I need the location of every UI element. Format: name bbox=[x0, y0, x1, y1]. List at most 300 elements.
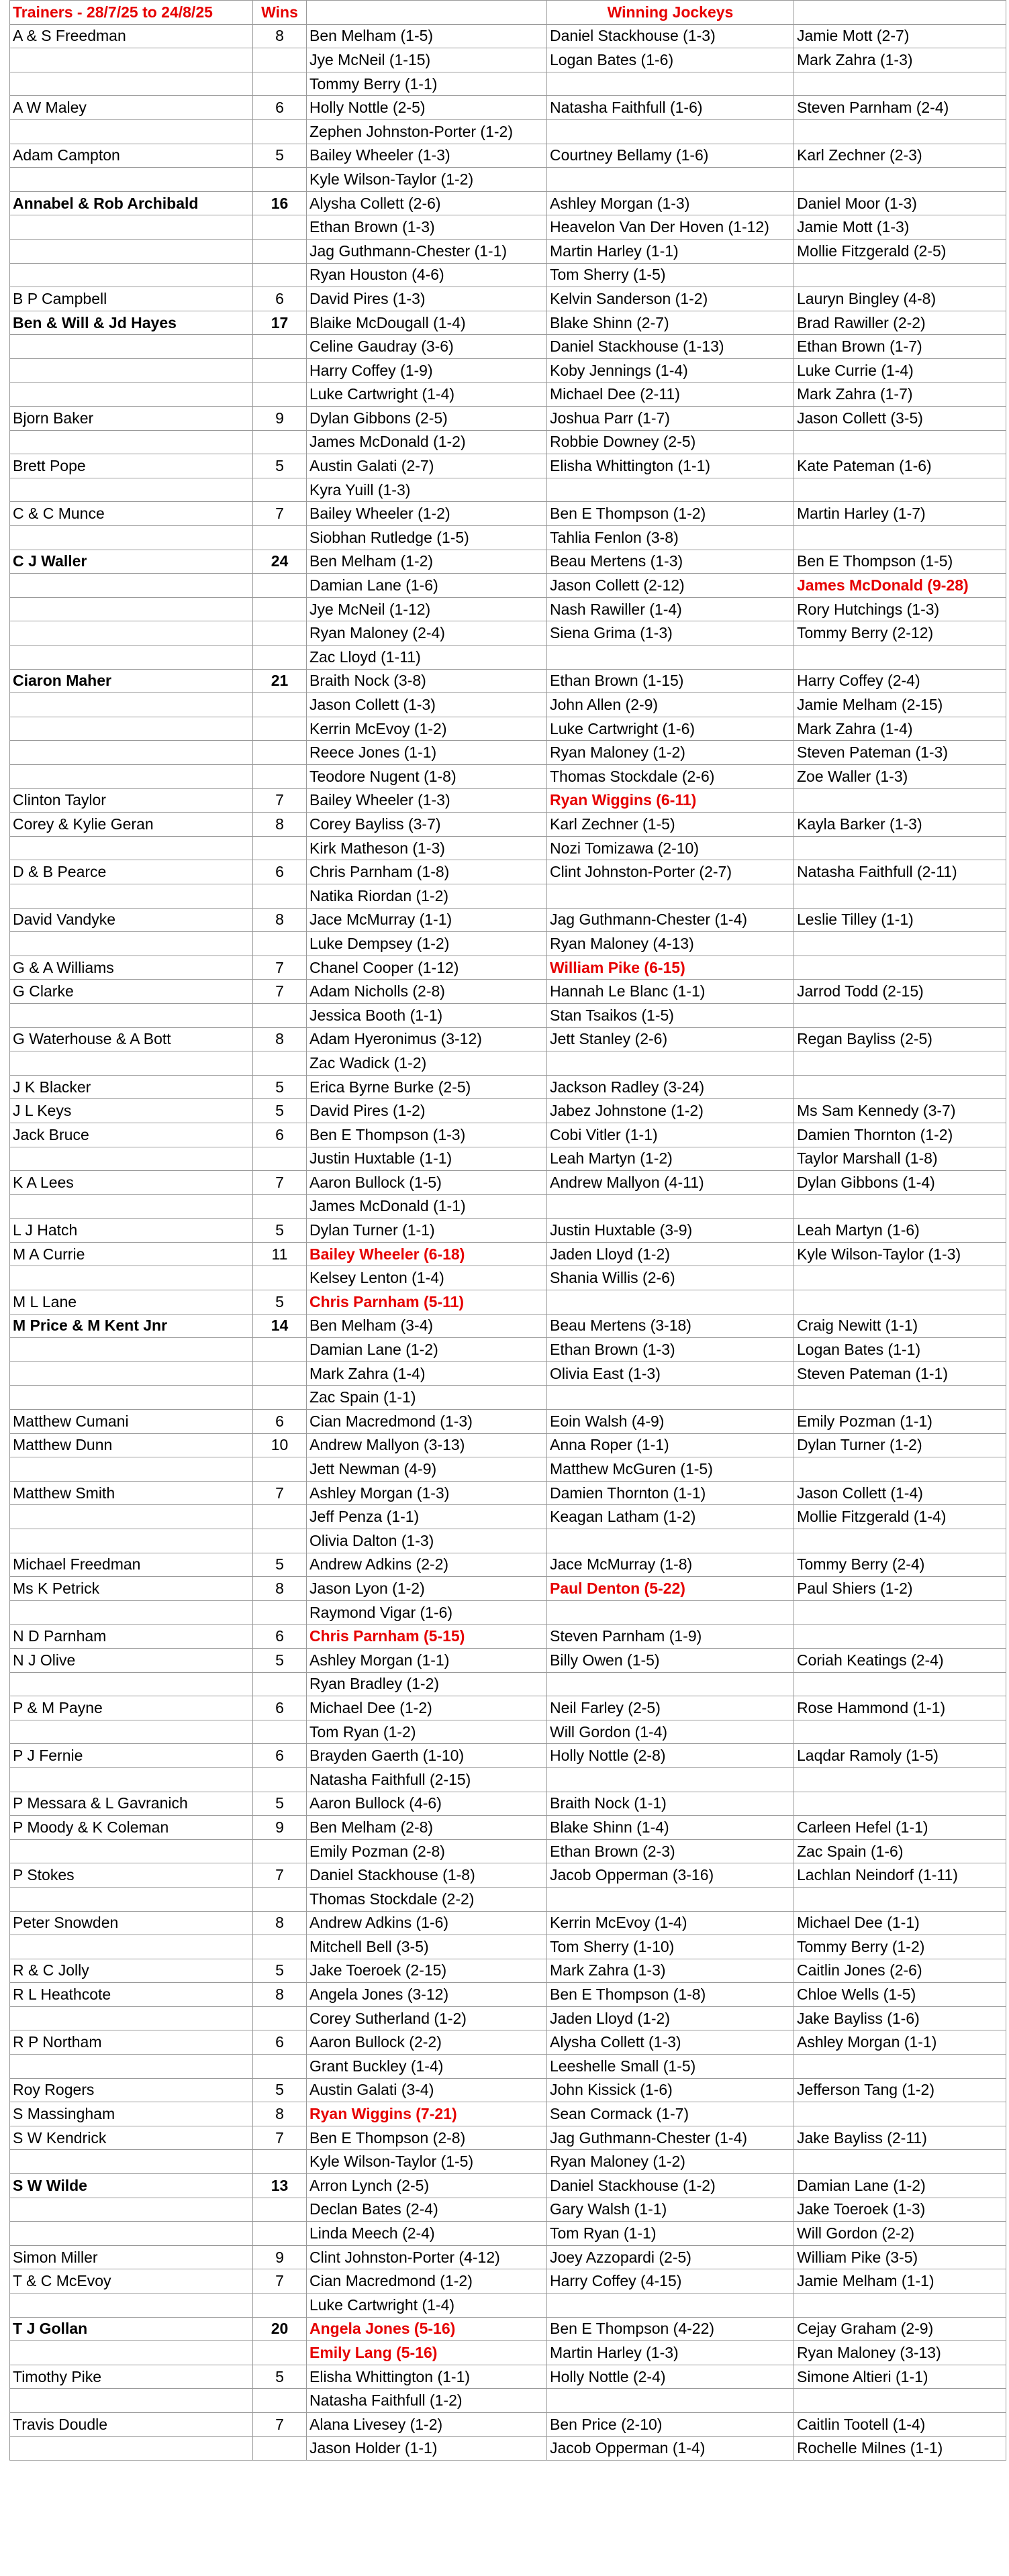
header-spacer bbox=[307, 1, 547, 25]
table-row bbox=[10, 860, 1006, 884]
jockey-cell: Eoin Walsh (4-9) bbox=[547, 1410, 794, 1434]
jockey-cell: Ben Melham (3-4) bbox=[307, 1314, 547, 1338]
table-row bbox=[10, 550, 1006, 574]
jockey-cell: Ethan Brown (1-3) bbox=[307, 215, 547, 240]
jockey-cell: Bailey Wheeler (1-3) bbox=[307, 144, 547, 168]
wins-count: 13 bbox=[253, 2174, 307, 2198]
jockey-cell: Leah Martyn (1-6) bbox=[794, 1219, 1006, 1243]
trainer-name: Ben & Will & Jd Hayes bbox=[10, 311, 253, 335]
jockey-cell: Jag Guthmann-Chester (1-4) bbox=[547, 2126, 794, 2150]
wins-count bbox=[253, 2198, 307, 2222]
jockey-cell: Natasha Faithfull (2-11) bbox=[794, 860, 1006, 884]
wins-count bbox=[253, 932, 307, 956]
trainer-name: T J Gollan bbox=[10, 2317, 253, 2341]
jockey-cell: Tommy Berry (1-1) bbox=[307, 72, 547, 96]
jockey-cell bbox=[794, 1600, 1006, 1625]
table-row bbox=[10, 2389, 1006, 2413]
jockey-cell: Jessica Booth (1-1) bbox=[307, 1003, 547, 1027]
jockey-cell: Beau Mertens (3-18) bbox=[547, 1314, 794, 1338]
jockey-cell: Jarrod Todd (2-15) bbox=[794, 980, 1006, 1004]
jockey-cell: Chanel Cooper (1-12) bbox=[307, 956, 547, 980]
trainer-name bbox=[10, 2436, 253, 2461]
table-row bbox=[10, 1290, 1006, 1315]
jockey-cell: William Pike (6-15) bbox=[547, 956, 794, 980]
trainer-name: N J Olive bbox=[10, 1648, 253, 1672]
jockey-cell: Natika Riordan (1-2) bbox=[307, 884, 547, 908]
wins-count: 8 bbox=[253, 908, 307, 932]
header-trainers: Trainers - 28/7/25 to 24/8/25 bbox=[10, 1, 253, 25]
wins-count: 8 bbox=[253, 1911, 307, 1935]
table-row bbox=[10, 168, 1006, 192]
jockey-cell: Rose Hammond (1-1) bbox=[794, 1696, 1006, 1720]
jockey-cell: Simone Altieri (1-1) bbox=[794, 2365, 1006, 2389]
jockey-cell: Daniel Stackhouse (1-2) bbox=[547, 2174, 794, 2198]
trainer-name bbox=[10, 382, 253, 407]
wins-count bbox=[253, 526, 307, 550]
jockey-cell: Tommy Berry (2-12) bbox=[794, 621, 1006, 646]
table-row bbox=[10, 1792, 1006, 1816]
table-row bbox=[10, 1529, 1006, 1553]
table-row bbox=[10, 335, 1006, 359]
jockey-cell: Raymond Vigar (1-6) bbox=[307, 1600, 547, 1625]
trainer-name bbox=[10, 1338, 253, 1362]
table-row bbox=[10, 1099, 1006, 1123]
wins-count bbox=[253, 215, 307, 240]
trainer-name bbox=[10, 263, 253, 287]
wins-count bbox=[253, 2341, 307, 2365]
jockey-cell bbox=[794, 1792, 1006, 1816]
jockey-cell: Ben E Thompson (2-8) bbox=[307, 2126, 547, 2150]
jockey-cell: Kyra Yuill (1-3) bbox=[307, 478, 547, 502]
jockey-cell: Jason Collett (2-12) bbox=[547, 574, 794, 598]
jockey-cell bbox=[547, 884, 794, 908]
jockey-cell: Billy Owen (1-5) bbox=[547, 1648, 794, 1672]
jockey-cell: Damien Thornton (1-1) bbox=[547, 1481, 794, 1505]
jockey-cell: Cian Macredmond (1-3) bbox=[307, 1410, 547, 1434]
wins-count bbox=[253, 1767, 307, 1792]
jockey-cell: Will Gordon (2-2) bbox=[794, 2222, 1006, 2246]
jockey-cell bbox=[794, 646, 1006, 670]
trainer-name: C J Waller bbox=[10, 550, 253, 574]
table-row bbox=[10, 1625, 1006, 1649]
table-row bbox=[10, 1553, 1006, 1577]
wins-count: 5 bbox=[253, 454, 307, 478]
jockey-cell: Heavelon Van Der Hoven (1-12) bbox=[547, 215, 794, 240]
jockey-cell bbox=[794, 1887, 1006, 1911]
wins-count bbox=[253, 2055, 307, 2079]
table-row bbox=[10, 1338, 1006, 1362]
jockey-cell: Steven Pateman (1-1) bbox=[794, 1361, 1006, 1386]
jockey-cell bbox=[547, 646, 794, 670]
jockey-cell bbox=[547, 1672, 794, 1696]
jockey-cell: Luke Cartwright (1-4) bbox=[307, 2294, 547, 2318]
trainer-name: P Moody & K Coleman bbox=[10, 1816, 253, 1840]
wins-count: 8 bbox=[253, 24, 307, 48]
jockey-cell: Jamie Melham (1-1) bbox=[794, 2269, 1006, 2294]
jockey-cell: Michael Dee (1-1) bbox=[794, 1911, 1006, 1935]
jockey-cell bbox=[794, 1075, 1006, 1099]
jockey-cell: Jag Guthmann-Chester (1-4) bbox=[547, 908, 794, 932]
trainer-name bbox=[10, 1767, 253, 1792]
jockey-cell: Ben E Thompson (1-8) bbox=[547, 1983, 794, 2007]
jockey-cell: Rochelle Milnes (1-1) bbox=[794, 2436, 1006, 2461]
jockey-cell: Ben Melham (2-8) bbox=[307, 1816, 547, 1840]
table-row bbox=[10, 669, 1006, 693]
jockey-cell: Arron Lynch (2-5) bbox=[307, 2174, 547, 2198]
jockey-cell: Jackson Radley (3-24) bbox=[547, 1075, 794, 1099]
jockey-cell: Keagan Latham (1-2) bbox=[547, 1505, 794, 1529]
jockey-cell: Jason Collett (1-4) bbox=[794, 1481, 1006, 1505]
jockey-cell: Courtney Bellamy (1-6) bbox=[547, 144, 794, 168]
jockey-cell: Kerrin McEvoy (1-2) bbox=[307, 717, 547, 741]
jockey-cell: Tahlia Fenlon (3-8) bbox=[547, 526, 794, 550]
trainer-name bbox=[10, 2055, 253, 2079]
jockey-cell: Jake Toeroek (1-3) bbox=[794, 2198, 1006, 2222]
jockey-cell: Adam Nicholls (2-8) bbox=[307, 980, 547, 1004]
jockey-cell: Blake Shinn (2-7) bbox=[547, 311, 794, 335]
jockey-cell: Nozi Tomizawa (2-10) bbox=[547, 836, 794, 860]
wins-count bbox=[253, 168, 307, 192]
jockey-cell: Thomas Stockdale (2-2) bbox=[307, 1887, 547, 1911]
jockey-cell: Braith Nock (3-8) bbox=[307, 669, 547, 693]
wins-count bbox=[253, 119, 307, 144]
jockey-cell: Mollie Fitzgerald (1-4) bbox=[794, 1505, 1006, 1529]
table-row bbox=[10, 1505, 1006, 1529]
wins-count: 7 bbox=[253, 788, 307, 813]
trainer-name: J K Blacker bbox=[10, 1075, 253, 1099]
table-row bbox=[10, 1075, 1006, 1099]
trainer-name: M Price & M Kent Jnr bbox=[10, 1314, 253, 1338]
jockey-cell: Ben Melham (1-5) bbox=[307, 24, 547, 48]
trainer-name bbox=[10, 2294, 253, 2318]
trainer-name: S W Kendrick bbox=[10, 2126, 253, 2150]
jockey-cell: Kyle Wilson-Taylor (1-5) bbox=[307, 2150, 547, 2174]
wins-count: 24 bbox=[253, 550, 307, 574]
table-row bbox=[10, 1577, 1006, 1601]
table-row bbox=[10, 836, 1006, 860]
wins-count: 7 bbox=[253, 980, 307, 1004]
jockey-cell: Tommy Berry (2-4) bbox=[794, 1553, 1006, 1577]
jockey-cell: Ms Sam Kennedy (3-7) bbox=[794, 1099, 1006, 1123]
wins-count bbox=[253, 1266, 307, 1290]
wins-count: 5 bbox=[253, 1219, 307, 1243]
table-row bbox=[10, 884, 1006, 908]
wins-count: 7 bbox=[253, 502, 307, 526]
jockey-cell: Corey Sutherland (1-2) bbox=[307, 2006, 547, 2030]
trainer-name bbox=[10, 2006, 253, 2030]
jockey-cell: Martin Harley (1-1) bbox=[547, 239, 794, 263]
wins-count bbox=[253, 1147, 307, 1171]
jockey-cell bbox=[547, 1386, 794, 1410]
wins-count bbox=[253, 1600, 307, 1625]
jockey-cell: Ashley Morgan (1-3) bbox=[547, 191, 794, 215]
wins-count: 6 bbox=[253, 860, 307, 884]
wins-count bbox=[253, 1935, 307, 1959]
jockey-cell: Alysha Collett (2-6) bbox=[307, 191, 547, 215]
wins-count bbox=[253, 693, 307, 717]
jockey-cell: Shania Willis (2-6) bbox=[547, 1266, 794, 1290]
trainer-name bbox=[10, 478, 253, 502]
wins-count bbox=[253, 1457, 307, 1482]
trainer-name: K A Lees bbox=[10, 1171, 253, 1195]
table-row bbox=[10, 2030, 1006, 2055]
trainer-name: Matthew Cumani bbox=[10, 1410, 253, 1434]
trainer-name bbox=[10, 741, 253, 765]
jockey-cell: Austin Galati (3-4) bbox=[307, 2078, 547, 2102]
trainer-name bbox=[10, 2389, 253, 2413]
jockey-cell: Harry Coffey (1-9) bbox=[307, 358, 547, 382]
table-row bbox=[10, 1433, 1006, 1457]
trainer-name: R & C Jolly bbox=[10, 1959, 253, 1983]
jockey-cell bbox=[547, 72, 794, 96]
jockey-cell: Anna Roper (1-1) bbox=[547, 1433, 794, 1457]
wins-count bbox=[253, 1338, 307, 1362]
table-row bbox=[10, 48, 1006, 72]
jockey-cell bbox=[794, 119, 1006, 144]
jockey-cell bbox=[794, 1767, 1006, 1792]
jockey-cell: Jaden Lloyd (1-2) bbox=[547, 2006, 794, 2030]
jockey-cell: Leeshelle Small (1-5) bbox=[547, 2055, 794, 2079]
jockey-cell bbox=[547, 2389, 794, 2413]
jockey-cell: Jefferson Tang (1-2) bbox=[794, 2078, 1006, 2102]
table-row bbox=[10, 407, 1006, 431]
trainer-name: David Vandyke bbox=[10, 908, 253, 932]
jockey-cell: Chris Parnham (1-8) bbox=[307, 860, 547, 884]
wins-count: 5 bbox=[253, 2365, 307, 2389]
jockey-cell: Dylan Gibbons (1-4) bbox=[794, 1171, 1006, 1195]
jockey-cell bbox=[794, 1266, 1006, 1290]
trainer-name bbox=[10, 1887, 253, 1911]
trainer-name bbox=[10, 836, 253, 860]
jockey-cell: Jabez Johnstone (1-2) bbox=[547, 1099, 794, 1123]
wins-count: 11 bbox=[253, 1242, 307, 1266]
wins-count: 5 bbox=[253, 1553, 307, 1577]
jockey-cell: Regan Bayliss (2-5) bbox=[794, 1027, 1006, 1051]
jockey-cell: Natasha Faithfull (1-6) bbox=[547, 96, 794, 120]
wins-count: 21 bbox=[253, 669, 307, 693]
jockey-cell: Jake Toeroek (2-15) bbox=[307, 1959, 547, 1983]
jockey-cell: Logan Bates (1-1) bbox=[794, 1338, 1006, 1362]
jockey-cell bbox=[794, 1194, 1006, 1219]
wins-count: 6 bbox=[253, 1123, 307, 1147]
trainer-name bbox=[10, 1529, 253, 1553]
wins-count: 8 bbox=[253, 1983, 307, 2007]
jockey-cell: Holly Nottle (2-4) bbox=[547, 2365, 794, 2389]
wins-count bbox=[253, 884, 307, 908]
jockey-cell: Andrew Mallyon (3-13) bbox=[307, 1433, 547, 1457]
jockey-cell: Kirk Matheson (1-3) bbox=[307, 836, 547, 860]
jockey-cell bbox=[794, 2294, 1006, 2318]
trainer-name: Roy Rogers bbox=[10, 2078, 253, 2102]
wins-count bbox=[253, 765, 307, 789]
wins-count: 14 bbox=[253, 1314, 307, 1338]
jockey-cell: Jason Collett (1-3) bbox=[307, 693, 547, 717]
jockey-cell bbox=[794, 956, 1006, 980]
jockey-cell: Jett Newman (4-9) bbox=[307, 1457, 547, 1482]
wins-count: 6 bbox=[253, 2030, 307, 2055]
jockey-cell: Reece Jones (1-1) bbox=[307, 741, 547, 765]
jockey-cell: Ryan Bradley (1-2) bbox=[307, 1672, 547, 1696]
table-row bbox=[10, 119, 1006, 144]
trainer-name: A & S Freedman bbox=[10, 24, 253, 48]
jockey-cell: Matthew McGuren (1-5) bbox=[547, 1457, 794, 1482]
table-row bbox=[10, 956, 1006, 980]
table-row bbox=[10, 597, 1006, 621]
table-row bbox=[10, 1767, 1006, 1792]
table-body bbox=[10, 24, 1006, 2461]
jockey-cell: Caitlin Tootell (1-4) bbox=[794, 2412, 1006, 2436]
table-row bbox=[10, 1935, 1006, 1959]
jockey-cell bbox=[794, 2055, 1006, 2079]
jockey-cell: Cobi Vitler (1-1) bbox=[547, 1123, 794, 1147]
table-row bbox=[10, 1410, 1006, 1434]
jockey-cell: Laqdar Ramoly (1-5) bbox=[794, 1744, 1006, 1768]
table-row bbox=[10, 215, 1006, 240]
jockey-cell: Tom Ryan (1-1) bbox=[547, 2222, 794, 2246]
trainer-name bbox=[10, 48, 253, 72]
jockey-cell bbox=[794, 2389, 1006, 2413]
trainer-name bbox=[10, 693, 253, 717]
table-row bbox=[10, 2245, 1006, 2269]
jockey-cell: Joey Azzopardi (2-5) bbox=[547, 2245, 794, 2269]
trainer-name: L J Hatch bbox=[10, 1219, 253, 1243]
jockey-cell: Martin Harley (1-7) bbox=[794, 502, 1006, 526]
table-row bbox=[10, 1911, 1006, 1935]
wins-count: 7 bbox=[253, 2269, 307, 2294]
trainer-name bbox=[10, 358, 253, 382]
jockey-cell: William Pike (3-5) bbox=[794, 2245, 1006, 2269]
jockey-cell: Paul Shiers (1-2) bbox=[794, 1577, 1006, 1601]
jockey-cell: Zac Spain (1-1) bbox=[307, 1386, 547, 1410]
wins-count: 5 bbox=[253, 1792, 307, 1816]
header-winning-jockeys: Winning Jockeys bbox=[547, 1, 794, 25]
wins-count: 8 bbox=[253, 1027, 307, 1051]
jockey-cell bbox=[794, 1720, 1006, 1744]
jockey-cell: Kyle Wilson-Taylor (1-2) bbox=[307, 168, 547, 192]
jockey-cell: Coriah Keatings (2-4) bbox=[794, 1648, 1006, 1672]
jockey-cell: Caitlin Jones (2-6) bbox=[794, 1959, 1006, 1983]
jockey-cell: Siena Grima (1-3) bbox=[547, 621, 794, 646]
jockey-cell: Declan Bates (2-4) bbox=[307, 2198, 547, 2222]
jockey-cell: Kayla Barker (1-3) bbox=[794, 813, 1006, 837]
jockey-cell bbox=[794, 1625, 1006, 1649]
wins-count: 5 bbox=[253, 1648, 307, 1672]
table-row bbox=[10, 1194, 1006, 1219]
trainer-name: D & B Pearce bbox=[10, 860, 253, 884]
table-row bbox=[10, 2412, 1006, 2436]
trainer-name: Travis Doudle bbox=[10, 2412, 253, 2436]
trainer-name bbox=[10, 239, 253, 263]
jockey-cell: James McDonald (1-2) bbox=[307, 430, 547, 454]
jockey-cell: Jake Bayliss (1-6) bbox=[794, 2006, 1006, 2030]
trainer-name: S W Wilde bbox=[10, 2174, 253, 2198]
jockey-cell: Ashley Morgan (1-3) bbox=[307, 1481, 547, 1505]
wins-count bbox=[253, 1386, 307, 1410]
jockey-cell: Paul Denton (5-22) bbox=[547, 1577, 794, 1601]
jockey-cell bbox=[794, 263, 1006, 287]
table-row bbox=[10, 717, 1006, 741]
wins-count bbox=[253, 478, 307, 502]
jockey-cell: Lachlan Neindorf (1-11) bbox=[794, 1863, 1006, 1888]
trainer-name: Ms K Petrick bbox=[10, 1577, 253, 1601]
jockey-cell: Karl Zechner (2-3) bbox=[794, 144, 1006, 168]
trainer-name: Matthew Smith bbox=[10, 1481, 253, 1505]
jockey-cell: Holly Nottle (2-8) bbox=[547, 1744, 794, 1768]
jockey-cell: Jacob Opperman (1-4) bbox=[547, 2436, 794, 2461]
jockey-cell: Natasha Faithfull (2-15) bbox=[307, 1767, 547, 1792]
jockey-cell: Ryan Maloney (3-13) bbox=[794, 2341, 1006, 2365]
trainer-name: M L Lane bbox=[10, 1290, 253, 1315]
wins-count bbox=[253, 239, 307, 263]
table-row bbox=[10, 1027, 1006, 1051]
trainer-name bbox=[10, 932, 253, 956]
jockey-cell: Damien Thornton (1-2) bbox=[794, 1123, 1006, 1147]
jockey-cell: Kelsey Lenton (1-4) bbox=[307, 1266, 547, 1290]
jockey-cell: Will Gordon (1-4) bbox=[547, 1720, 794, 1744]
wins-count bbox=[253, 1505, 307, 1529]
jockey-cell: Natasha Faithfull (1-2) bbox=[307, 2389, 547, 2413]
jockey-cell: Justin Huxtable (3-9) bbox=[547, 1219, 794, 1243]
jockey-cell bbox=[794, 932, 1006, 956]
trainer-name bbox=[10, 621, 253, 646]
jockey-cell: Blake Shinn (1-4) bbox=[547, 1816, 794, 1840]
jockey-cell: Ethan Brown (2-3) bbox=[547, 1839, 794, 1863]
jockey-cell: Mark Zahra (1-3) bbox=[794, 48, 1006, 72]
jockey-cell: Ethan Brown (1-15) bbox=[547, 669, 794, 693]
jockey-cell bbox=[547, 1529, 794, 1553]
trainer-name bbox=[10, 2222, 253, 2246]
jockey-cell bbox=[794, 1290, 1006, 1315]
jockey-cell bbox=[794, 788, 1006, 813]
wins-count: 8 bbox=[253, 2102, 307, 2126]
wins-count: 9 bbox=[253, 1816, 307, 1840]
trainer-name: B P Campbell bbox=[10, 287, 253, 311]
jockey-cell: Lauryn Bingley (4-8) bbox=[794, 287, 1006, 311]
wins-count bbox=[253, 836, 307, 860]
jockey-cell: James McDonald (1-1) bbox=[307, 1194, 547, 1219]
jockey-cell: Logan Bates (1-6) bbox=[547, 48, 794, 72]
jockey-cell: Ryan Maloney (1-2) bbox=[547, 741, 794, 765]
jockey-cell: Aaron Bullock (1-5) bbox=[307, 1171, 547, 1195]
jockey-cell: Michael Dee (2-11) bbox=[547, 382, 794, 407]
jockey-cell: Adam Hyeronimus (3-12) bbox=[307, 1027, 547, 1051]
jockey-cell: Kyle Wilson-Taylor (1-3) bbox=[794, 1242, 1006, 1266]
jockey-cell: David Pires (1-2) bbox=[307, 1099, 547, 1123]
trainer-name bbox=[10, 646, 253, 670]
jockey-cell: Ryan Houston (4-6) bbox=[307, 263, 547, 287]
jockey-cell: Ryan Wiggins (6-11) bbox=[547, 788, 794, 813]
jockey-cell: Daniel Stackhouse (1-13) bbox=[547, 335, 794, 359]
jockey-cell: Andrew Adkins (1-6) bbox=[307, 1911, 547, 1935]
jockey-cell: Angela Jones (5-16) bbox=[307, 2317, 547, 2341]
jockey-cell: Linda Meech (2-4) bbox=[307, 2222, 547, 2246]
jockey-cell: Siobhan Rutledge (1-5) bbox=[307, 526, 547, 550]
trainer-name bbox=[10, 1600, 253, 1625]
jockey-cell bbox=[547, 1887, 794, 1911]
trainer-name bbox=[10, 1505, 253, 1529]
table-row bbox=[10, 980, 1006, 1004]
wins-count: 5 bbox=[253, 1290, 307, 1315]
trainer-name: A W Maley bbox=[10, 96, 253, 120]
trainer-name: C & C Munce bbox=[10, 502, 253, 526]
jockey-cell: Teodore Nugent (1-8) bbox=[307, 765, 547, 789]
table-row bbox=[10, 526, 1006, 550]
trainer-name bbox=[10, 1266, 253, 1290]
table-row bbox=[10, 287, 1006, 311]
table-row bbox=[10, 1003, 1006, 1027]
wins-count: 6 bbox=[253, 287, 307, 311]
table-row bbox=[10, 813, 1006, 837]
